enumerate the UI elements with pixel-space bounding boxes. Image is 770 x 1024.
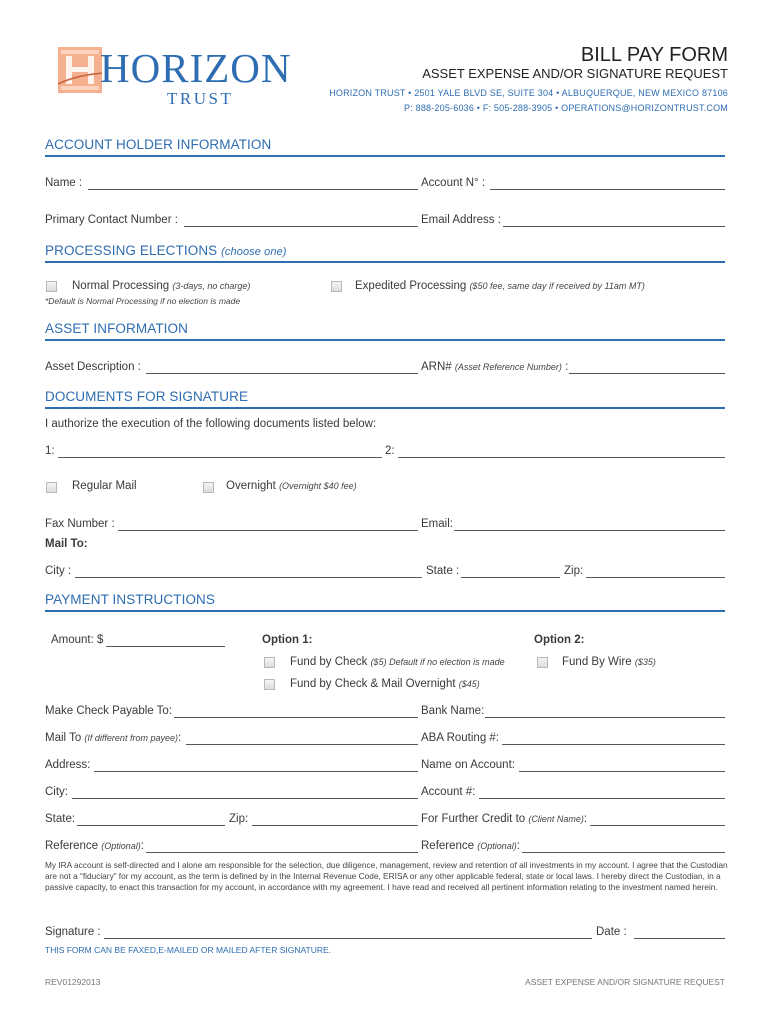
aba-routing-label: ABA Routing #:	[421, 732, 499, 744]
email-address-label: Email Address :	[421, 214, 501, 226]
further-credit-note: (Client Name)	[528, 814, 584, 824]
normal-processing-note: (3-days, no charge)	[172, 281, 251, 291]
fax-number-label: Fax Number :	[45, 518, 115, 530]
document-2-label: 2:	[385, 445, 395, 457]
payment-state-field[interactable]	[77, 825, 225, 826]
reference-group-left	[45, 840, 144, 852]
document-2-field[interactable]	[398, 457, 725, 458]
further-credit-label: For Further Credit to	[421, 813, 526, 825]
payment-section-title: PAYMENT INSTRUCTIONS	[45, 592, 216, 607]
section-divider	[45, 339, 725, 341]
further-credit-field[interactable]	[590, 825, 725, 826]
payment-zip-field[interactable]	[252, 825, 418, 826]
fund-by-wire-option	[562, 656, 656, 668]
overnight-option	[226, 480, 357, 492]
reference-note-right: (Optional)	[477, 841, 517, 851]
fund-by-check-label: Fund by Check	[290, 656, 368, 668]
documents-email-field[interactable]	[454, 530, 725, 531]
expedited-processing-note: ($50 fee, same day if received by 11am MT)	[469, 281, 645, 291]
disclaimer-text: My IRA account is self-directed and I alone am responsible for the selection, due diligence, management, review and retention of all investments in my account. I agree that the Custodian are not a “fiduciary” for my account, as the term is defined by in the Internal Revenue Code, ERISA or any other applicable federal, state or local laws. I hereby direct the Custodian, in a passive capacity, to enact this transaction for my account, in accordance with my agreement. I have read and received all pertinent information relating to the investment named herein.	[45, 860, 728, 893]
name-on-account-field[interactable]	[519, 771, 725, 772]
company-contact: P: 888-205-6036 • F: 505-288-3905 • OPERATIONS@HORIZONTRUST.COM	[404, 103, 728, 113]
state-label: State :	[426, 565, 460, 577]
processing-title-note: (choose one)	[221, 246, 287, 258]
section-divider	[45, 407, 725, 409]
arn-field[interactable]	[569, 373, 725, 374]
account-no-field[interactable]	[490, 189, 725, 190]
document-1-field[interactable]	[58, 457, 382, 458]
fund-by-check-mail-option	[290, 678, 480, 690]
contact-number-field[interactable]	[184, 226, 418, 227]
fax-note: THIS FORM CAN BE FAXED,E-MAILED OR MAILED AFTER SIGNATURE.	[45, 945, 332, 955]
arn-label-group	[421, 361, 568, 373]
mail-to-label: Mail To:	[45, 538, 88, 550]
logo-wordmark: HORIZON	[100, 45, 292, 91]
contact-number-label: Primary Contact Number :	[45, 214, 178, 226]
amount-field[interactable]	[106, 646, 225, 647]
section-divider	[45, 610, 725, 612]
arn-note: (Asset Reference Number)	[454, 362, 562, 372]
further-credit-colon: :	[583, 813, 588, 825]
overnight-checkbox[interactable]	[203, 482, 214, 493]
address-field[interactable]	[94, 771, 418, 772]
expedited-processing-option	[355, 280, 645, 292]
normal-processing-label: Normal Processing	[72, 280, 170, 292]
fund-by-check-note: ($5) Default if no election is made	[370, 657, 505, 667]
payment-mail-to-colon: :	[177, 732, 182, 744]
processing-section-title	[45, 243, 287, 258]
signature-label: Signature :	[45, 926, 101, 938]
reference-label-right: Reference	[421, 840, 475, 852]
reference-colon-right: :	[516, 840, 520, 852]
form-subtitle: ASSET EXPENSE AND/OR SIGNATURE REQUEST	[422, 66, 728, 81]
payment-mail-to-note: (If different from payee)	[84, 733, 178, 743]
logo-subtext: TRUST	[167, 89, 234, 108]
further-credit-group	[421, 813, 587, 825]
fax-number-field[interactable]	[118, 530, 418, 531]
normal-processing-option	[72, 280, 250, 292]
footer-form-name: ASSET EXPENSE AND/OR SIGNATURE REQUEST	[525, 977, 725, 987]
regular-mail-label: Regular Mail	[72, 480, 137, 492]
reference-colon: :	[140, 840, 144, 852]
reference-field-right[interactable]	[522, 852, 725, 853]
section-divider	[45, 261, 725, 263]
fund-by-check-option	[290, 656, 505, 668]
date-field[interactable]	[634, 938, 725, 939]
expedited-processing-label: Expedited Processing	[355, 280, 467, 292]
zip-label: Zip:	[564, 565, 584, 577]
reference-label: Reference	[45, 840, 99, 852]
payment-mail-to-field[interactable]	[186, 744, 418, 745]
fund-by-check-mail-note: ($45)	[458, 679, 480, 689]
payment-zip-label: Zip:	[229, 813, 249, 825]
state-field[interactable]	[461, 577, 560, 578]
option-1-label: Option 1:	[262, 634, 313, 646]
asset-description-field[interactable]	[146, 373, 418, 374]
arn-label: ARN#	[421, 361, 452, 373]
payable-to-field[interactable]	[174, 717, 418, 718]
payment-state-label: State:	[45, 813, 76, 825]
zip-field[interactable]	[586, 577, 725, 578]
document-1-label: 1:	[45, 445, 55, 457]
bank-name-label: Bank Name:	[421, 705, 485, 717]
payment-city-field[interactable]	[72, 798, 418, 799]
fund-by-wire-note: ($35)	[634, 657, 656, 667]
payable-to-label: Make Check Payable To:	[45, 705, 172, 717]
asset-section-title: ASSET INFORMATION	[45, 321, 188, 336]
name-label: Name :	[45, 177, 83, 189]
fund-by-check-checkbox[interactable]	[264, 657, 275, 668]
name-field[interactable]	[88, 189, 418, 190]
authorize-text: I authorize the execution of the following documents listed below:	[45, 418, 377, 430]
fund-by-wire-checkbox[interactable]	[537, 657, 548, 668]
city-field[interactable]	[75, 577, 422, 578]
fund-by-check-mail-checkbox[interactable]	[264, 679, 275, 690]
regular-mail-checkbox[interactable]	[46, 482, 57, 493]
documents-section-title: DOCUMENTS FOR SIGNATURE	[45, 389, 249, 404]
account-number-field[interactable]	[479, 798, 725, 799]
signature-field[interactable]	[104, 938, 592, 939]
expedited-processing-checkbox[interactable]	[331, 281, 342, 292]
aba-routing-field[interactable]	[502, 744, 725, 745]
date-label: Date :	[596, 926, 627, 938]
email-address-field[interactable]	[503, 226, 725, 227]
account-no-label: Account N° :	[421, 177, 486, 189]
name-on-account-label: Name on Account:	[421, 759, 515, 771]
reference-field-left[interactable]	[146, 852, 418, 853]
amount-label: Amount: $	[51, 634, 104, 646]
address-label: Address:	[45, 759, 91, 771]
asset-description-label: Asset Description :	[45, 361, 141, 373]
overnight-label: Overnight	[226, 480, 276, 492]
revision-code: REV01292013	[45, 977, 101, 987]
fund-by-wire-label: Fund By Wire	[562, 656, 632, 668]
form-title: BILL PAY FORM	[580, 44, 728, 66]
payment-city-label: City:	[45, 786, 68, 798]
payment-mail-to-group	[45, 732, 181, 744]
documents-email-label: Email:	[421, 518, 453, 530]
company-address: HORIZON TRUST • 2501 YALE BLVD SE, SUITE 304 • ALBUQUERQUE, NEW MEXICO 87106	[329, 88, 728, 98]
city-label: City :	[45, 565, 72, 577]
logo-pillar-icon	[58, 47, 102, 93]
normal-processing-checkbox[interactable]	[46, 281, 57, 292]
fund-by-check-mail-label: Fund by Check & Mail Overnight	[290, 678, 456, 690]
default-processing-note: *Default is Normal Processing if no election is made	[45, 296, 241, 306]
payment-mail-to-label: Mail To	[45, 732, 82, 744]
reference-group-right	[421, 840, 520, 852]
processing-title-text: PROCESSING ELECTIONS	[45, 243, 218, 258]
account-section-title: ACCOUNT HOLDER INFORMATION	[45, 137, 272, 152]
reference-note: (Optional)	[101, 841, 141, 851]
arn-colon: :	[565, 361, 569, 373]
bank-name-field[interactable]	[485, 717, 725, 718]
overnight-note: (Overnight $40 fee)	[279, 481, 357, 491]
account-number-label: Account #:	[421, 786, 476, 798]
option-2-label: Option 2:	[534, 634, 585, 646]
section-divider	[45, 155, 725, 157]
